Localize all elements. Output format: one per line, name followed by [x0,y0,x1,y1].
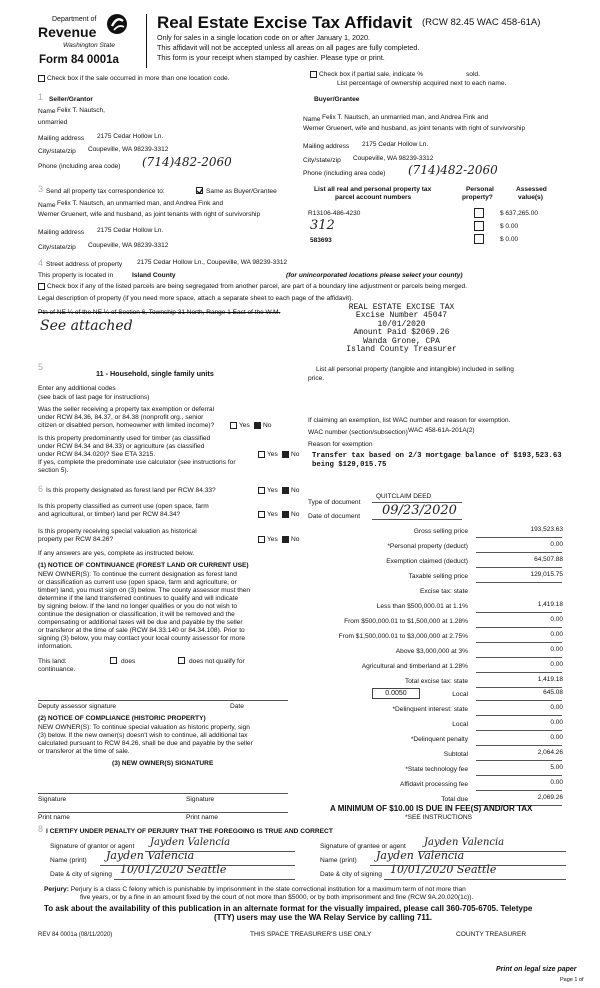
minimum-fee-note: A MINIMUM OF $10.00 IS DUE IN FEE(S) AND/OR TAX [330,804,533,813]
timber-q-line-5: section 5). [38,467,69,474]
timber-q-line-2: under RCW 84.34 and 84.33) or agriculture (as classified [38,443,205,450]
continuance-heading: (1) NOTICE OF CONTINUANCE (FOREST LAND OR CURRENT USE) [38,562,249,569]
calc-label: Gross selling price [413,528,468,535]
new-owner-signature-line[interactable] [38,793,288,794]
sold-label: sold. [466,71,480,78]
exemption-yes-checkbox[interactable] [230,422,237,429]
use-code-select[interactable]: 11 - Household, single family units [96,369,214,378]
taxable-selling-price[interactable]: 129,015.75 [530,571,563,578]
calc-label: Agricultural and timberland at 1.28% [361,663,468,670]
county-treasurer-label: COUNTY TREASURER [456,931,527,938]
tax-agricultural[interactable]: 0.00 [550,661,563,668]
correspondence-label: Send all property tax correspondence to: [46,188,165,195]
grantee-name[interactable]: Jayden Valencia [376,849,465,862]
new-owner-print-label: Print name [38,814,70,821]
historic-no-checkbox[interactable] [282,536,289,543]
perjury-bold: Perjury: [44,886,69,893]
continuance-line: compensating or additional taxes will be due and payable by the seller [38,619,243,626]
stamp-line-4: Amount Paid $2069.26 [353,328,450,338]
buyer-name-2[interactable]: Werner Gruenert, wife and husband, as joint tenants with right of survivorship [303,125,526,132]
exemption-reason[interactable]: Transfer tax based on 2/3 mortgage balance of $193,523.63 [312,452,562,460]
s3-mail-label: Mailing address [38,229,85,236]
exemption-claimed[interactable]: 64,507.88 [534,556,563,563]
buyer-mail-label: Mailing address [303,143,350,150]
s3-mail[interactable]: 2175 Cedar Hollow Ln. [97,227,164,234]
legal-paper-note: Print on legal size paper [496,966,577,973]
does-not-qualify-checkbox[interactable] [178,657,185,664]
treasurer-stamp [334,304,469,354]
deputy-signature-line[interactable] [38,700,288,701]
seller-mail[interactable]: 2175 Cedar Hollow Ln. [97,133,164,140]
tax-tier-4[interactable]: 0.00 [550,646,563,653]
legal-description-see-attached[interactable]: See attached [40,318,133,334]
calc-label: *Personal property (deduct) [387,543,468,550]
current-use-no-label: No [291,511,300,518]
continuance-line: or transferor at the time of sale (RCW 84.33.140 or 84.34.108). Prior to [38,627,245,634]
continuance-line: by signing below. If the land no longer qualifies or you do not wish to [38,603,238,610]
seller-header: Seller/Grantor [49,96,93,103]
buyer-header: Buyer/Grantee [314,96,360,103]
segregated-label: Check box if any of the listed parcels are being segregated from another parcel, are part of a boundary line adjustment or parcels being merged. [47,283,468,290]
does-qualify-label: does [121,658,136,665]
timber-q-line-1: Is this property predominantly used for timber (as classified [38,435,211,442]
calc-label: Affidavit processing fee [399,781,468,788]
compliance-line: NEW OWNER(S): To continue special valuation as historic property, sign [38,724,250,731]
calc-label: *State technology fee [405,766,468,773]
buyer-city[interactable]: Coupeville, WA 98239-3312 [353,155,434,162]
calc-label: Total due [441,796,468,803]
compliance-line: or transferor at the time of sale. [38,748,130,755]
certify-heading: I CERTIFY UNDER PENALTY OF PERJURY THAT THE FOREGOING IS TRUE AND CORRECT [46,828,333,835]
perjury-text-2: five years, or by a fine in an amount fixed by the court of not more than $5000, or by both imprisonment and fine (RCW 9A.20.020(1c)). [80,894,474,901]
tax-tier-1[interactable]: 1,419.18 [537,601,563,608]
continuance-line: timber) land, you must sign on (3) below. The county assessor must then [38,587,251,594]
segregated-checkbox[interactable] [38,283,45,290]
header-note-2: This affidavit will not be accepted unless all areas on all pages are fully completed. [157,43,420,52]
local-rate-input[interactable]: 0.0050 [372,688,420,699]
additional-codes-note: (see back of last page for instructions) [38,394,150,401]
grantee-date-city[interactable]: 10/01/2020 Seattle [390,863,497,876]
header-note-3: This form is your receipt when stamped by cashier. Please type or print. [157,53,385,62]
document-date[interactable]: 09/23/2020 [382,503,457,518]
s3-name[interactable]: Felix T. Nautsch, an unmarried man, and Andrea Fink and [57,200,224,207]
seller-mail-label: Mailing address [38,135,85,142]
parcel-header: List all real and personal property tax [314,186,432,193]
current-use-q-1: Is this property classified as current use (open space, farm [38,503,209,510]
multi-location-checkbox[interactable] [38,75,45,82]
yes-instructions: If any answers are yes, complete as instructed below. [38,550,195,557]
located-label: This property is located in [38,272,114,279]
grantee-signature-label: Signature of grantee or agent [320,843,406,850]
perjury-text: Perjury is a class C felony which is punishable by imprisonment in the state correctional institution for a maximum term of not more than [70,886,466,893]
calc-label: Exemption claimed (deduct) [386,558,468,565]
section-1-number: 1 [38,92,44,102]
subtotal[interactable]: 2,064.26 [537,749,563,756]
total-due[interactable]: 2,069.26 [537,794,563,801]
buyer-phone[interactable]: (714)482-2060 [408,163,498,177]
delinquent-penalty[interactable]: 0.00 [550,734,563,741]
s3-city-label: City/state/zip [38,244,76,251]
street-address[interactable]: 2175 Cedar Hollow Ln., Coupeville, WA 98239-3312 [137,259,288,266]
seller-name[interactable]: Felix T. Nautsch, [57,107,105,114]
section-5-number: 5 [38,362,44,372]
form-number: Form 84 0001a [39,54,119,66]
current-use-yes-label: Yes [267,511,278,518]
total-excise-local[interactable]: 645.08 [543,689,563,696]
continuance-line: or classification as current use (open space, farm and agriculture, or [38,579,237,586]
grantor-date-label: Date & city of signing [50,871,112,878]
logo-dept: Department of [52,16,97,23]
alternate-format-note-2: (TTY) users may use the WA Relay Service by calling 711. [214,913,433,922]
multi-location-label: Check box if the sale occurred in more than one location code. [47,75,230,82]
continuance-line: information. [38,643,73,650]
seller-phone-label: Phone (including area code) [38,163,121,170]
new-owner-signature-label: Signature [38,796,67,803]
new-owner-print-line[interactable] [38,812,288,813]
seller-name-label: Name [38,108,56,115]
grantor-name[interactable]: Jayden Valencia [106,849,195,862]
timber-q-line-3: under RCW 84.34.020)? See ETA 3215. [38,451,156,458]
wac-number[interactable]: WAC 458-61A-201A(2) [408,427,475,434]
reason-label: Reason for exemption [308,441,373,448]
revision-label: REV 84 0001a (08/11/2020) [38,932,113,938]
new-owner-signature-heading: (3) NEW OWNER(S) SIGNATURE [112,760,214,767]
parcel-header-2: parcel account numbers [335,194,412,201]
personal-property-checkbox-2[interactable] [474,221,484,231]
compliance-line: (3) below. If the new owner(s) doesn't wish to continue, all additional tax [38,732,248,739]
exemption-claim-label: If claiming an exemption, list WAC number and reason for exemption. [308,417,511,424]
buyer-city-label: City/state/zip [303,157,341,164]
personal-header: Personal [466,186,494,193]
state-technology-fee[interactable]: 5.00 [550,764,563,771]
grantee-date-label: Date & city of signing [320,871,382,878]
deputy-signature-label: Deputy assessor signature [38,703,117,710]
forest-no-label: No [291,487,300,494]
calc-label: Above $3,000,000 at 3% [395,648,468,655]
affidavit-processing-fee[interactable]: 0.00 [550,779,563,786]
buyer-mail[interactable]: 2175 Cedar Hollow Ln. [362,141,429,148]
personal-property-deduct[interactable]: 0.00 [550,541,563,548]
see-instructions-note: *SEE INSTRUCTIONS [405,814,473,821]
revenue-logo-icon [106,12,128,36]
perjury-notice [44,886,466,894]
page-number: Page 1 of [560,977,584,983]
calc-label: Local [452,721,468,728]
tax-tier-2[interactable]: 0.00 [550,616,563,623]
seller-city-label: City/state/zip [38,148,76,155]
buyer-phone-label: Phone (including area code) [303,170,386,177]
this-land-label: This land: [38,658,67,665]
stamp-line-5: Wanda Grone, CPA [363,336,440,346]
assessed-value-1[interactable]: $ 637,265.00 [500,210,538,217]
logo-revenue: Revenue [38,24,97,40]
legal-description-label: Legal description of property (if you need more space, attach a separate sheet to each page of the affidavit). [38,295,354,302]
exemption-no-checkbox[interactable] [254,422,261,429]
continuance-word: continuance. [38,666,76,673]
does-not-qualify-label: does not qualify for [189,658,245,665]
new-owner-signature-label-2: Signature [186,796,215,803]
same-as-buyer-checkbox[interactable] [196,187,203,194]
delinquent-interest-state[interactable]: 0.00 [550,704,563,711]
grantor-date-city[interactable]: 10/01/2020 Seattle [120,863,227,876]
seller-name-2[interactable]: unmarried [38,119,68,126]
section-8-number: 8 [38,824,44,834]
stamp-line-6: Island County Treasurer [346,344,457,354]
document-type-label: Type of document [308,499,361,506]
timber-no-checkbox[interactable] [282,451,289,458]
assessed-value-3[interactable]: $ 0.00 [500,236,519,243]
s3-city[interactable]: Coupeville, WA 98239-3312 [88,242,169,249]
exemption-no-label: No [263,422,272,429]
historic-q-1: Is this property receiving special valuation as historical [38,528,197,535]
unincorporated-note: (for unincorporated locations please select your county) [286,272,463,279]
buyer-name-label: Name [303,116,321,123]
forest-yes-label: Yes [267,487,278,494]
wac-label: WAC number (section/subsection) [308,429,408,436]
historic-yes-checkbox[interactable] [258,536,265,543]
parcel-number-2[interactable]: 312 [310,218,335,233]
gross-selling-price[interactable]: 193,523.63 [530,526,563,533]
historic-q-2: property per RCW 84.26? [38,536,114,543]
alternate-format-note: To ask about the availability of this publication in an alternate format for the visually impaired, please call 360-705-6705. Teletype [44,904,533,913]
section-3-number: 3 [38,184,44,194]
personal-property-checkbox-3[interactable] [474,234,484,244]
grantee-name-label: Name (print) [320,857,357,864]
historic-no-label: No [291,536,300,543]
treasurer-use-label: THIS SPACE TREASURER'S USE ONLY [250,931,372,938]
grantor-name-label: Name (print) [50,857,87,864]
continuance-line: NEW OWNER(S): To continue the current designation as forest land [38,571,237,578]
stamp-line-1: REAL ESTATE EXCISE TAX [348,303,455,312]
forest-yes-checkbox[interactable] [258,487,265,494]
calc-label: *Delinquent penalty [410,736,468,743]
calc-label: *Delinquent interest: state [392,706,468,713]
current-use-no-checkbox[interactable] [282,511,289,518]
grantor-signature[interactable]: Jayden Valencia [150,837,231,848]
new-owner-print-label-2: Print name [186,814,218,821]
continuance-line: determine if the land transferred continues to qualify and will indicate [38,595,239,602]
timber-no-label: No [291,451,300,458]
partial-sale-label: Check box if partial sale, indicate % [319,71,424,78]
calc-label: Subtotal [443,751,468,758]
personal-property-list-label: List all personal property (tangible and intangible) included in selling [316,366,514,373]
calc-label: From $1,500,000.01 to $3,000,000 at 2.75% [338,633,468,640]
does-qualify-checkbox[interactable] [110,657,117,664]
calc-label: From $500,000.01 to $1,500,000 at 1.28% [344,618,468,625]
calc-label: Local [452,691,468,698]
parcel-number-1[interactable]: R13106-486-4230 [308,210,361,217]
compliance-line: calculated pursuant to RCW 84.26, shall be due and payable by the seller [38,740,253,747]
continuance-line: signing (3) below, you may contact your local county assessor for more [38,635,246,642]
exemption-q-line-2: under RCW 84.36, 84.37, or 84.38 (nonprofit org., senior [38,414,204,421]
parcel-number-3[interactable]: 583693 [310,237,332,244]
calc-label: Less than $500,000.01 at 1.1% [376,603,468,610]
exemption-q-line-1: Was the seller receiving a property tax exemption or deferral [38,406,215,413]
assessed-value-2[interactable]: $ 0.00 [500,223,519,230]
assessed-header-2: value(s) [518,194,543,201]
seller-city[interactable]: Coupeville, WA 98239-3312 [88,146,169,153]
percentage-note: List percentage of ownership acquired next to each name. [337,80,507,87]
delinquent-interest-local[interactable]: 0.00 [550,719,563,726]
exemption-q-line-3: citizen or disabled person, homeowner with limited income)? [38,422,215,429]
current-use-q-2: and agricultural, or timber) land per RCW 84.34? [38,511,181,518]
stamp-line-3: 10/01/2020 [377,319,426,329]
street-label: Street address of property [46,261,123,268]
grantor-signature-label: Signature of grantor or agent [50,843,135,850]
section-4-number: 4 [38,258,44,268]
s3-name-2[interactable]: Werner Gruenert, wife and husband, as joint tenants with right of survivorship [38,211,261,218]
check-icon [197,188,203,194]
historic-yes-label: Yes [267,536,278,543]
compliance-heading: (2) NOTICE OF COMPLIANCE (HISTORIC PROPERTY) [38,715,206,722]
calc-label: Excise tax: state [419,588,468,595]
calc-label: Total excise tax: state [404,678,468,685]
total-excise-state[interactable]: 1,419.18 [537,676,563,683]
same-as-buyer-label: Same as Buyer/Grantee [206,188,277,195]
county-select[interactable]: Island County [132,272,176,279]
timber-q-line-4: If yes, complete the predominate use calculator (see instructions for [38,459,236,466]
personal-property-checkbox-1[interactable] [474,208,484,218]
grantee-signature[interactable]: Jayden Valencia [424,837,505,848]
additional-codes-label: Enter any additional codes [38,385,116,392]
exemption-reason-2[interactable]: being $129,015.75 [312,461,387,469]
continuance-line: continue the designation or classification, it will be removed and the [38,611,235,618]
page-title: Real Estate Excise Tax Affidavit [157,13,413,32]
personal-header-2: property? [462,194,493,201]
calc-label: Taxable selling price [408,573,468,580]
timber-yes-checkbox[interactable] [258,451,265,458]
seller-phone[interactable]: (714)482-2060 [142,155,232,169]
logo-state: Washington State [63,42,115,49]
forest-q: Is this property designated as forest land per RCW 84.33? [46,487,216,494]
document-date-label: Date of document [308,513,361,520]
document-type[interactable]: QUITCLAIM DEED [376,493,432,500]
forest-no-checkbox[interactable] [282,487,289,494]
personal-property-list-label-2: price. [308,375,325,382]
stamp-line-2: Excise Number 45047 [355,311,448,321]
partial-sale-checkbox[interactable] [310,71,317,78]
legal-description-struck[interactable]: Ptn of NE ¼ of the NE ¼ of Section 6, Township 31 North, Range 1 East of the W.M. [38,309,281,316]
timber-yes-label: Yes [267,451,278,458]
s3-name-label: Name [38,202,56,209]
current-use-yes-checkbox[interactable] [258,511,265,518]
header-note-1: Only for sales in a single location code on or after January 1, 2020. [157,33,370,42]
section-6-number: 6 [38,484,44,494]
buyer-name[interactable]: Felix T. Nautsch, an unmarried man, and Andrea Fink and [322,114,489,121]
page-subtitle: (RCW 82.45 WAC 458-61A) [422,17,541,28]
exemption-yes-label: Yes [239,422,250,429]
assessed-header: Assessed [516,186,547,193]
deputy-date-label: Date [230,703,244,710]
tax-tier-3[interactable]: 0.00 [550,631,563,638]
